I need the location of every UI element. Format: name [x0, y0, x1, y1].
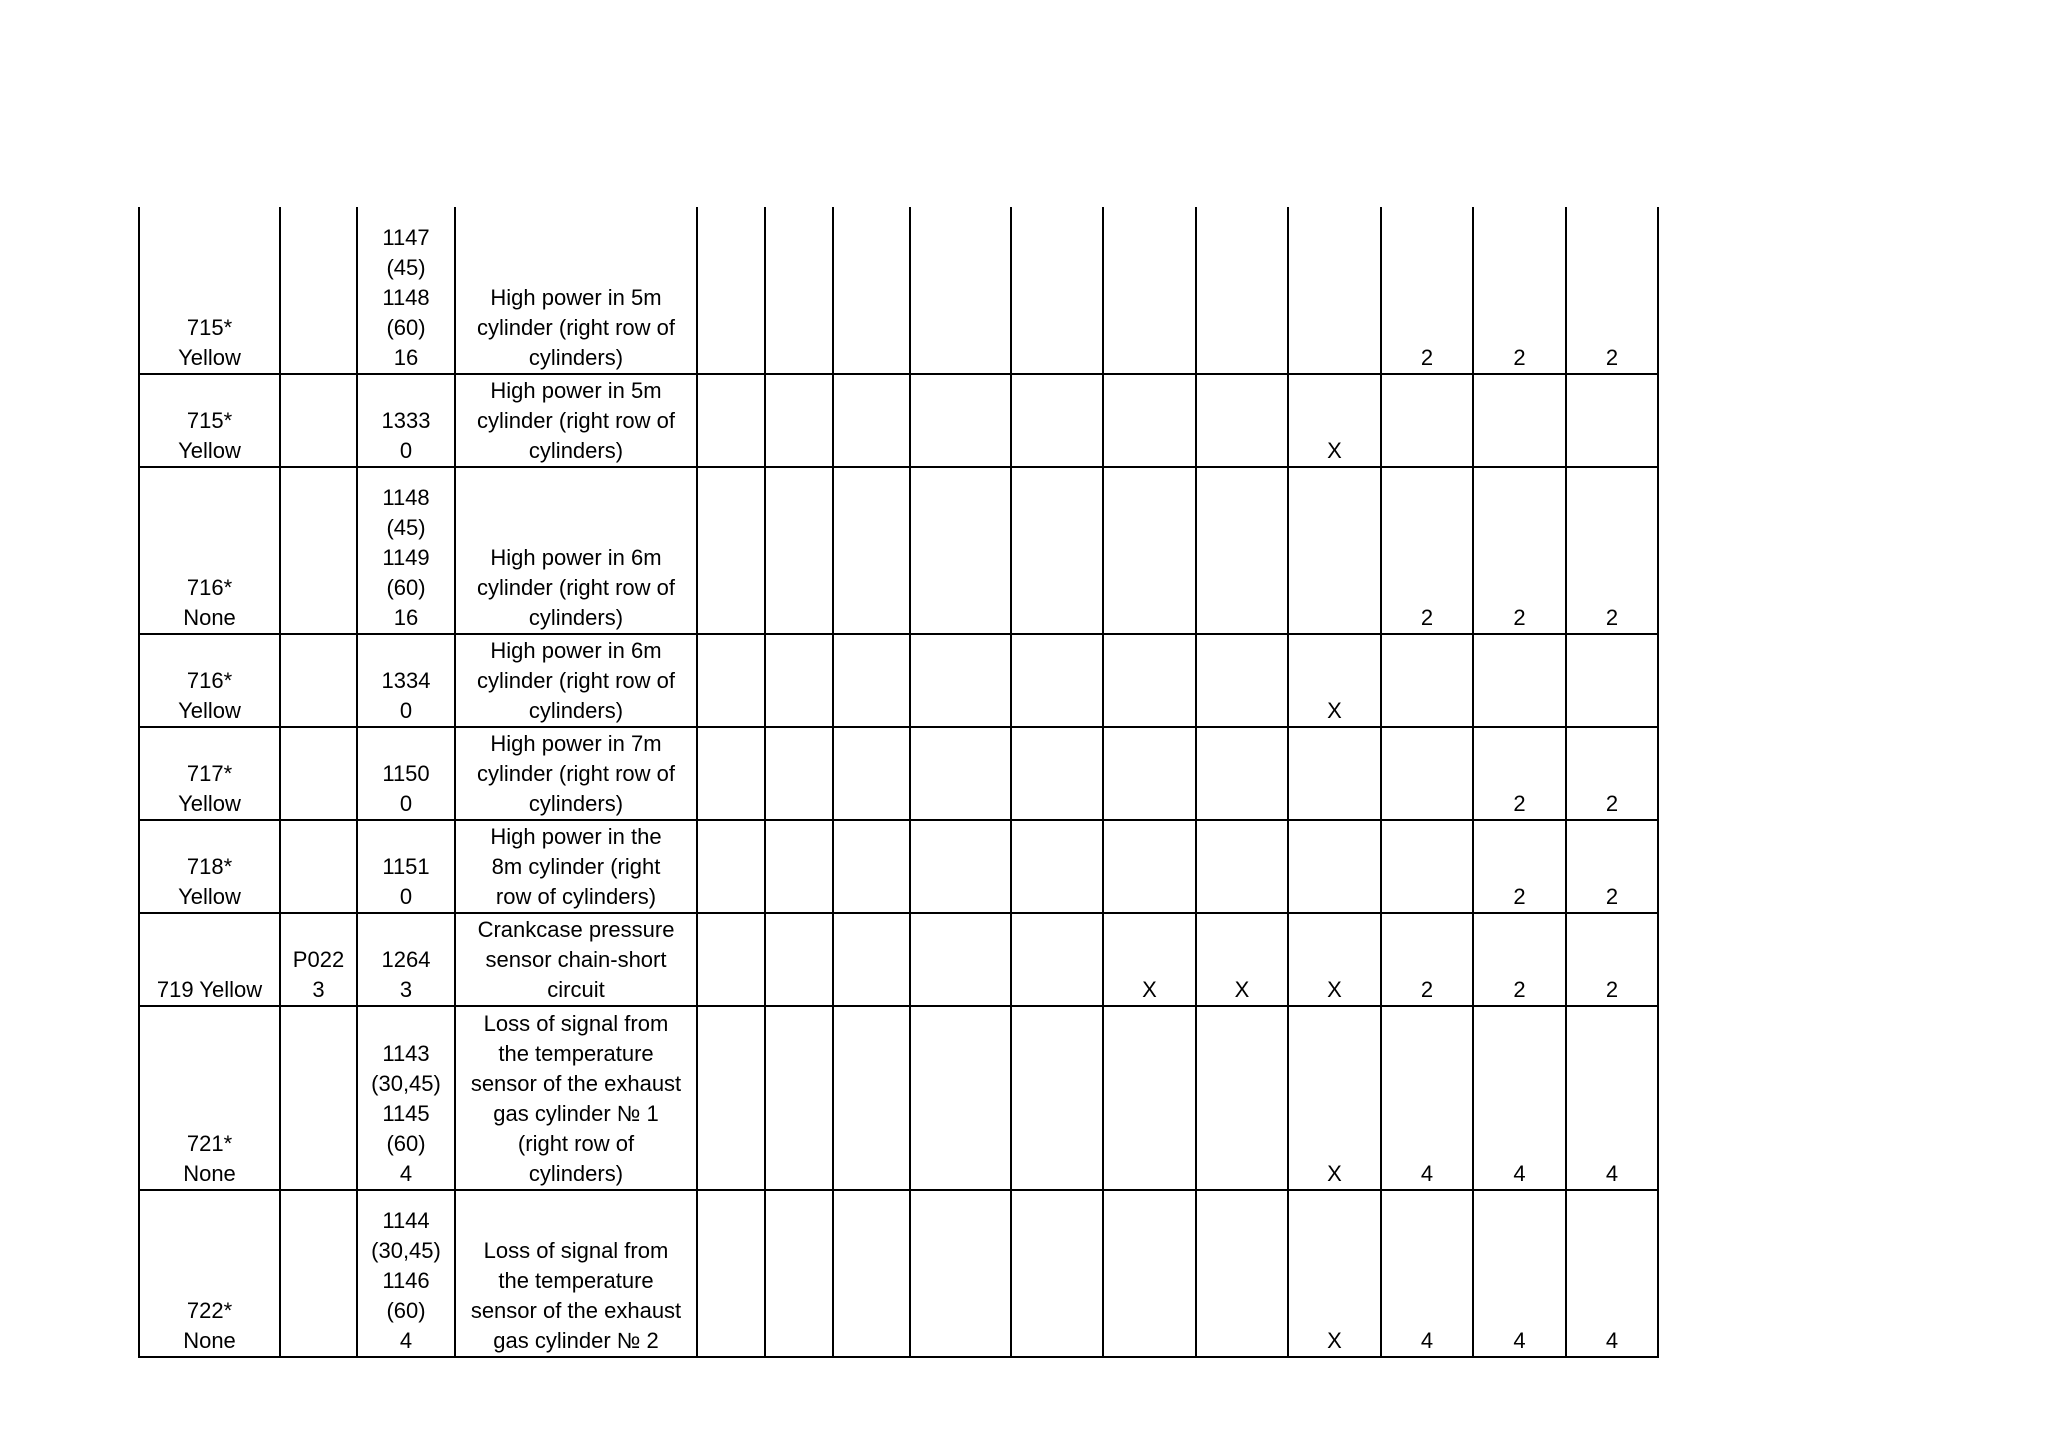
table-cell: 1143 (30,45) 1145 (60) 4 [357, 1006, 455, 1190]
table-cell [1011, 374, 1103, 467]
table-cell [1011, 207, 1103, 374]
table-cell [280, 1190, 357, 1357]
table-cell: Loss of signal from the temperature sensor of the exhaust gas cylinder № 1 (right row of cylinders) [455, 1006, 697, 1190]
table-cell: 4 [1381, 1006, 1473, 1190]
table-cell: 4 [1381, 1190, 1473, 1357]
table-cell [910, 374, 1011, 467]
table-cell [1288, 820, 1381, 913]
table-cell [1288, 467, 1381, 634]
table-cell [910, 727, 1011, 820]
table-cell: 4 [1473, 1190, 1566, 1357]
table-cell [833, 820, 910, 913]
table-cell [1011, 913, 1103, 1006]
table-row [139, 1006, 1658, 1190]
table-cell [1566, 374, 1658, 467]
table-cell [1196, 1190, 1288, 1357]
table-cell [833, 374, 910, 467]
table-row [139, 727, 1658, 820]
table-cell: 4 [1566, 1006, 1658, 1190]
table-cell [910, 1190, 1011, 1357]
table-row [139, 1190, 1658, 1357]
table-cell: 715* Yellow [139, 374, 280, 467]
table-row [139, 374, 1658, 467]
table-cell: 2 [1473, 913, 1566, 1006]
table-cell: 2 [1381, 467, 1473, 634]
table-cell [280, 634, 357, 727]
table-cell: High power in 5m cylinder (right row of cylinders) [455, 207, 697, 374]
table-cell [1381, 727, 1473, 820]
table-cell [1196, 1006, 1288, 1190]
table-cell: 2 [1381, 207, 1473, 374]
table-cell [765, 727, 833, 820]
table-cell: 1264 3 [357, 913, 455, 1006]
table-cell [910, 1006, 1011, 1190]
table-cell [910, 913, 1011, 1006]
table-cell: High power in 5m cylinder (right row of cylinders) [455, 374, 697, 467]
table-cell: 4 [1473, 1006, 1566, 1190]
table-cell [765, 1190, 833, 1357]
table-cell: 2 [1473, 467, 1566, 634]
table-cell: X [1103, 913, 1196, 1006]
table-cell [697, 207, 765, 374]
table-cell [833, 634, 910, 727]
table-cell [1103, 1006, 1196, 1190]
table-cell: X [1288, 374, 1381, 467]
table-row [139, 634, 1658, 727]
table-cell: X [1288, 1190, 1381, 1357]
table-cell [1473, 634, 1566, 727]
table-row [139, 467, 1658, 634]
table-cell: 721* None [139, 1006, 280, 1190]
table-cell: 1150 0 [357, 727, 455, 820]
table-cell [1103, 727, 1196, 820]
table-cell [697, 634, 765, 727]
table-cell: 722* None [139, 1190, 280, 1357]
table-cell [765, 1006, 833, 1190]
table-cell [697, 1006, 765, 1190]
table-cell [765, 820, 833, 913]
table-cell: 2 [1473, 820, 1566, 913]
table-cell: X [1288, 1006, 1381, 1190]
table-cell [1011, 727, 1103, 820]
table-cell: 716* None [139, 467, 280, 634]
table-cell [765, 634, 833, 727]
table-cell: 719 Yellow [139, 913, 280, 1006]
table-cell [1196, 467, 1288, 634]
table-cell [1473, 374, 1566, 467]
table-cell [1196, 820, 1288, 913]
table-cell [910, 634, 1011, 727]
table-cell [280, 374, 357, 467]
data-table [138, 207, 1659, 1358]
table-cell: High power in 7m cylinder (right row of cylinders) [455, 727, 697, 820]
table-cell [697, 727, 765, 820]
table-cell [697, 374, 765, 467]
table-cell: 2 [1566, 820, 1658, 913]
table-cell [1103, 207, 1196, 374]
table-cell: 1144 (30,45) 1146 (60) 4 [357, 1190, 455, 1357]
table-cell [1566, 634, 1658, 727]
table-cell [910, 467, 1011, 634]
table-cell [1103, 820, 1196, 913]
table-cell: Loss of signal from the temperature sensor of the exhaust gas cylinder № 2 [455, 1190, 697, 1357]
table-cell: 2 [1566, 207, 1658, 374]
table-cell [910, 207, 1011, 374]
table-cell [833, 467, 910, 634]
table-row [139, 913, 1658, 1006]
table-cell: 2 [1566, 727, 1658, 820]
table-cell [280, 1006, 357, 1190]
table-cell [1011, 634, 1103, 727]
table-cell: 1148 (45) 1149 (60) 16 [357, 467, 455, 634]
table-cell [833, 1006, 910, 1190]
table-cell [1381, 820, 1473, 913]
table-cell: Crankcase pressure sensor chain-short circuit [455, 913, 697, 1006]
table-cell: 1147 (45) 1148 (60) 16 [357, 207, 455, 374]
table-cell: 1151 0 [357, 820, 455, 913]
table-cell: X [1196, 913, 1288, 1006]
table-cell: P022 3 [280, 913, 357, 1006]
table-cell [697, 820, 765, 913]
table-cell [1011, 1006, 1103, 1190]
table-cell [1103, 374, 1196, 467]
table-cell [1103, 634, 1196, 727]
table-cell: 2 [1381, 913, 1473, 1006]
table-cell [697, 913, 765, 1006]
table-cell: 716* Yellow [139, 634, 280, 727]
table-cell [1196, 374, 1288, 467]
table-cell: High power in the 8m cylinder (right row of cylinders) [455, 820, 697, 913]
table-cell [1011, 1190, 1103, 1357]
table-cell: 718* Yellow [139, 820, 280, 913]
table-cell: High power in 6m cylinder (right row of cylinders) [455, 467, 697, 634]
table-cell [697, 467, 765, 634]
table-cell [1196, 727, 1288, 820]
table-cell [765, 467, 833, 634]
table-cell [833, 1190, 910, 1357]
table-cell [280, 727, 357, 820]
table-cell [1288, 207, 1381, 374]
table-cell [833, 913, 910, 1006]
table-cell [1381, 634, 1473, 727]
table-row [139, 820, 1658, 913]
table-cell: 2 [1566, 467, 1658, 634]
table-cell: 2 [1566, 913, 1658, 1006]
table-cell [697, 1190, 765, 1357]
table-cell [280, 207, 357, 374]
table-cell [1196, 634, 1288, 727]
table-row [139, 207, 1658, 374]
table-cell [833, 207, 910, 374]
table-cell: 2 [1473, 727, 1566, 820]
table-cell [1196, 207, 1288, 374]
table-cell: 4 [1566, 1190, 1658, 1357]
table-cell: X [1288, 913, 1381, 1006]
table-cell: 2 [1473, 207, 1566, 374]
table-cell [1011, 820, 1103, 913]
table-cell: 715* Yellow [139, 207, 280, 374]
table-cell [765, 374, 833, 467]
table-cell [833, 727, 910, 820]
table-cell [910, 820, 1011, 913]
table-cell: 1334 0 [357, 634, 455, 727]
table-cell: 1333 0 [357, 374, 455, 467]
table-cell [1288, 727, 1381, 820]
table-cell [1011, 467, 1103, 634]
table-cell: X [1288, 634, 1381, 727]
table-cell [1103, 1190, 1196, 1357]
table-cell [280, 820, 357, 913]
table-cell [765, 913, 833, 1006]
table-cell: High power in 6m cylinder (right row of cylinders) [455, 634, 697, 727]
table-cell [765, 207, 833, 374]
table-cell [1381, 374, 1473, 467]
table-cell: 717* Yellow [139, 727, 280, 820]
table-cell [280, 467, 357, 634]
table-cell [1103, 467, 1196, 634]
